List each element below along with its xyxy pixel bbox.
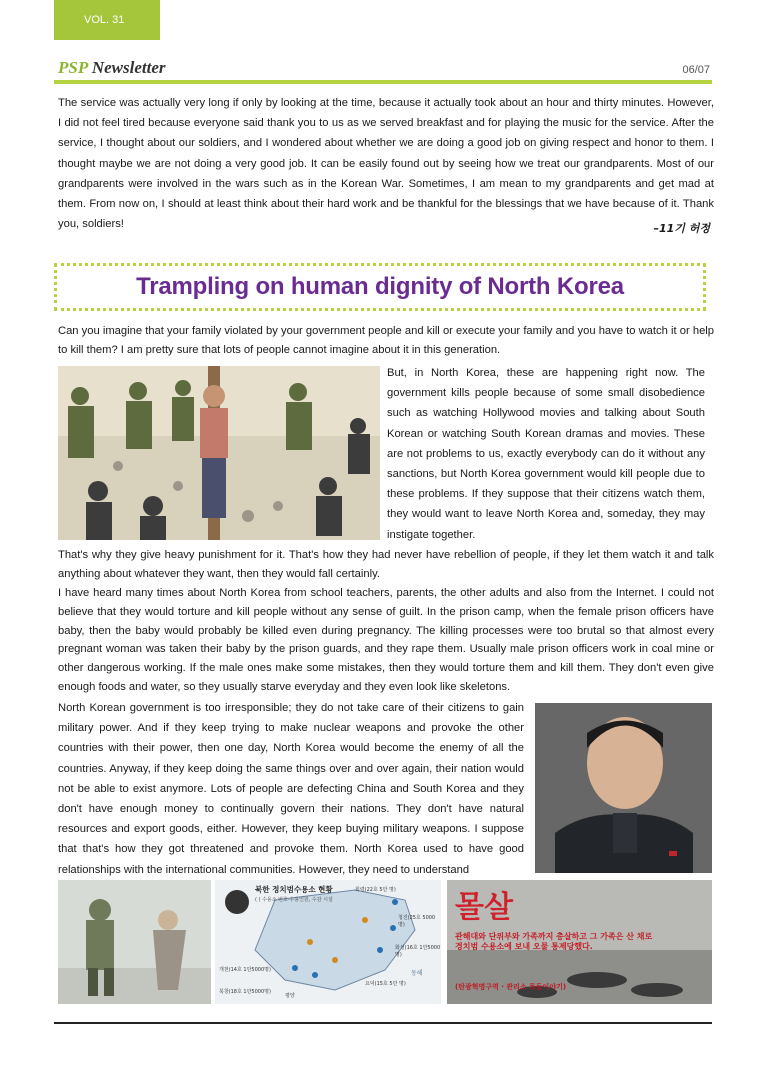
poster-footer: (탄광혁명구역 · 관리소 목동이야기) (455, 983, 567, 991)
article-paragraph-4: I have heard many times about North Korea from school teachers, parents, the other adults and also from the Internet. I could not believe that they would torture and kill people without any sense of guilt. In the prison camp, when the female prison officers have baby, then the baby would probably be killed even during pregnancy. The killing processes were too brutal so that almost every pregnant woman was taken their baby by the prison guards, and they rape them. Usually male prison officers work in coal mine or other dangerous working. If the male ones make some mistakes, then they would torture them and kill them. They don't even give enough foods and water, so they usually starve everyday and they even look like skeletons. (58, 587, 714, 693)
map-label-pyongyang: 평양 (285, 993, 295, 999)
volume-label: VOL. 31 (84, 14, 125, 26)
intro-paragraph: The service was actually very long if only by looking at the time, because it actually took about an hour and thirty minutes. However, I did not feel tired because everyone said thank you to us as we served breakfast and for playing the music for the service. After the service, I thought about our soldiers, and I wondered about whether we are doing a good job on giving respect and honor to them. I thought maybe we are not doing a very good job. It can be easily found out by seeing how we treat our grandparents. Most of our grandparents were involved in the wars such as in the Korean War. Sometimes, I am mean to my grandparents and get mad at them. From now on, I should at least think about their hard work and be thankful for the blessings that we have because of it. Thank you, soldiers! (58, 97, 714, 231)
brand-psp: PSP (58, 58, 88, 77)
article-paragraph-5: North Korean government is too irresponsible; they do not take care of their citizens to gain military power. And if they keep trying to make nuclear weapons and provoke the other countries with their power, then one day, North Korea would become the enemy of all the countries. Anyway, if they keep doing the same things over and over again, their nation would not be able to exist anymore. Lots of people are defecting China and South Korea and they don't have enough money to continually govern their nations. They don't have natural resources and export goods, either. However, they keep buying military weapons. I suppose that that's how they got threatened and provoke them. North Korea used to have good relationships with the international communities. However, they need to understand (58, 702, 524, 876)
header-divider (54, 80, 712, 84)
article-paragraph-1: Can you imagine that your family violated by your government people and kill or execute your family and you have to watch it or help to kill them? I am pretty sure that lots of people cannot imagine about it in this generation. (58, 325, 714, 356)
footer-divider (54, 1022, 712, 1024)
prison-camp-map (215, 880, 441, 1004)
massacre-poster (447, 880, 712, 1004)
poster-headline: 몰살 (455, 890, 513, 925)
leader-portrait-photo (535, 703, 712, 873)
map-label-bukchang: 북창(18호 1만5000명) (219, 989, 271, 995)
torture-illustration (58, 880, 211, 1004)
volume-tab (54, 0, 160, 40)
map-label-chongjin: 청진(25호 5000명) (398, 915, 436, 928)
newsletter-brand (58, 58, 166, 78)
map-label-east-sea: 동해 (411, 970, 423, 977)
map-label-hwasong: 화성(16호 1만5000명) (395, 945, 441, 958)
execution-illustration (58, 366, 380, 540)
map-label-kaechon: 개천(14호 1만5000명) (219, 967, 271, 973)
map-legend: ( ) 수용소 번호·수용인원, 수감 시설 (255, 897, 333, 903)
issue-date: 06/07 (682, 64, 710, 76)
brand-newsletter: Newsletter (91, 58, 166, 77)
article-paragraph-3: That's why they give heavy punishment for it. That's how they had never have rebellion of people, if they let them watch it and talk anything about whatever they want, then they would fall certainly. (58, 549, 714, 580)
map-label-hoeryong: 회령(22호 5만 명) (355, 887, 396, 893)
article-paragraph-2: But, in North Korea, these are happening right now. The government kills people because of some small disobedience such as watching Hollywood movies and talking about South Korean or watching South Korean dramas and movies. These are not problems to us, exactly everybody can do it without any sanctions, but North Korea government would kill people due to these problems. If they suppose that their citizens watch them, they would want to leave North Korea and, someday, they may instigate together. (387, 367, 705, 541)
intro-signature: –11기 허정 (653, 222, 710, 235)
article-title-box (54, 263, 706, 311)
map-label-yodok: 요덕(15호 5만 명) (365, 981, 406, 987)
article-title: Trampling on human dignity of North Korea (136, 273, 624, 300)
map-title: 북한 정치범수용소 현황 (255, 885, 333, 894)
poster-body: 관해대와 단위부와 가족까지 총살하고 그 가족은 산 채로 경치범 수용소에 보내 오물 통제당했다. (455, 932, 653, 951)
